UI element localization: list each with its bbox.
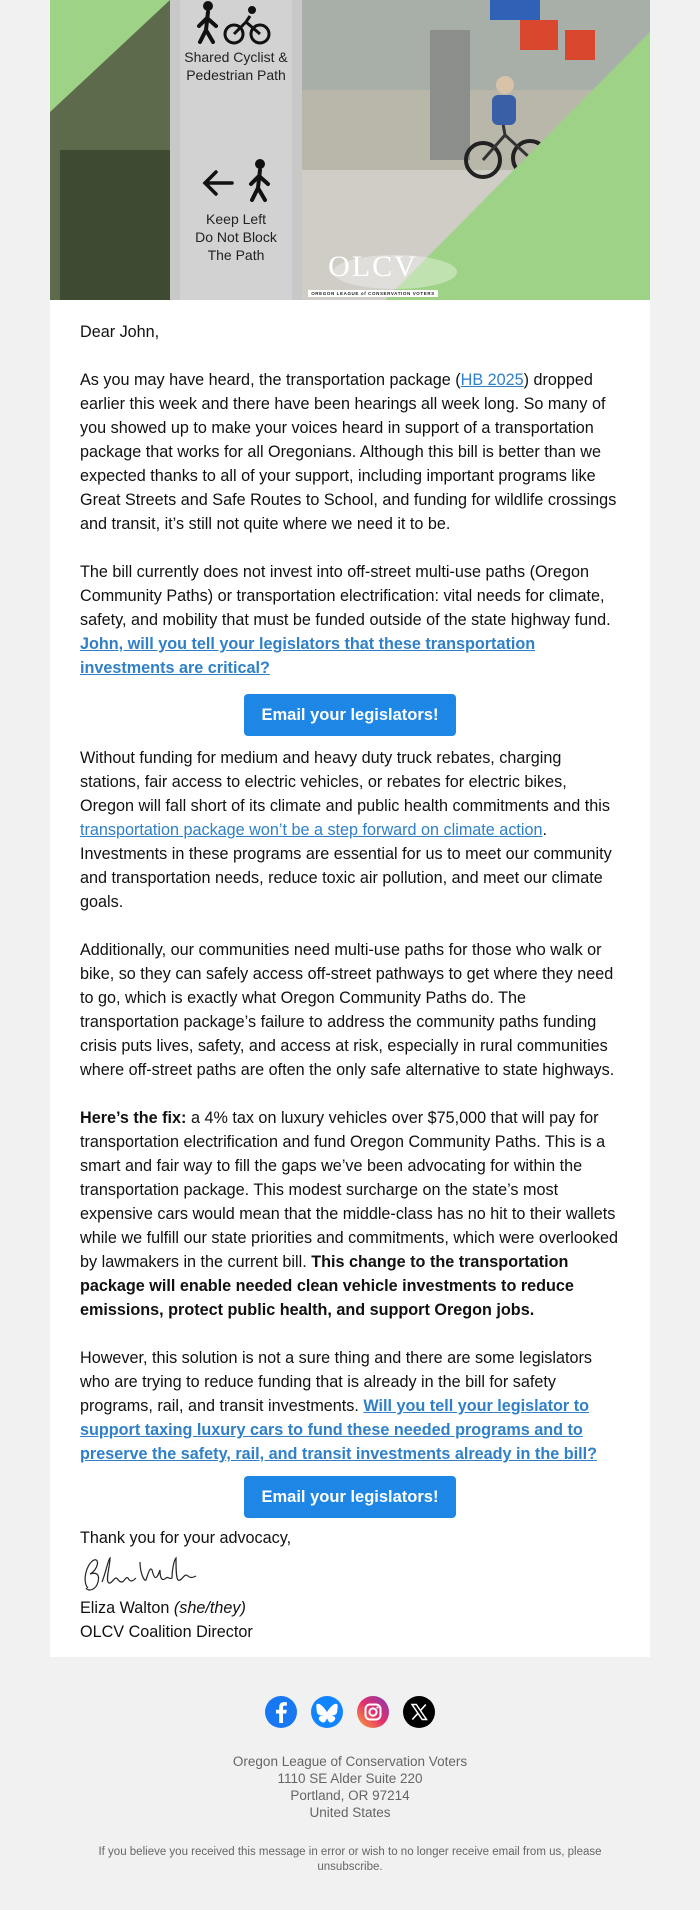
signer-title: OLCV Coalition Director — [80, 1623, 253, 1641]
olcv-logo — [288, 252, 458, 300]
button-row-1 — [80, 694, 620, 736]
sign-bottom-text: Keep Left Do Not Block The Path — [195, 211, 277, 263]
footer-address — [0, 1753, 700, 1821]
footer — [0, 1657, 700, 1875]
signature-image — [80, 1552, 620, 1596]
footer-org: Oregon League of Conservation Voters — [232, 1754, 468, 1769]
climate-action-link[interactable]: transportation package won’t be a step forward on climate action — [80, 821, 543, 839]
bluesky-icon[interactable] — [310, 1695, 344, 1729]
footer-city: Portland, OR 97214 — [290, 1788, 410, 1803]
paragraph-intro: As you may have heard, the transportation package (HB 2025) dropped earlier this week and there have been hearings all week long. So many of you showed up to make your voices heard in support of a transportation package that works for all Oregonians. Although this bill is better than we expected thanks to all of your support, including important programs like Great Streets and Safe Routes to School, and funding for wildlife crossings and transit, it’s still not quite where we need it to be. — [80, 371, 617, 533]
sign-top-text: Shared Cyclist & Pedestrian Path — [184, 49, 288, 83]
legislators-critical-link[interactable]: John, will you tell your legislators that these transportation investments are critical? — [80, 635, 536, 677]
olcv-logo-mark: OLCV — [328, 250, 418, 283]
email-card — [50, 0, 650, 1657]
paragraph-solution: However, this solution is not a sure thing and there are some legislators who are trying to reduce funding that is already in the bill for safety programs, rail, and transit investments. Will you tell your legislator to support taxing luxury cars to fund these needed programs and to preserve the safety, rail, and transit investments already in the bill? — [80, 1349, 597, 1463]
footer-country: United States — [309, 1805, 391, 1820]
button-row-2 — [80, 1476, 620, 1518]
footer-street: 1110 SE Alder Suite 220 — [277, 1771, 423, 1786]
paragraph-community-paths: Additionally, our communities need multi-use paths for those who walk or bike, so they can safely access off-street pathways to get where they need to go, which is exactly what Oregon Community Paths do. The transportation package’s failure to address the community paths funding crisis puts lives, safety, and access at risk, especially in rural communities where off-street paths are often the only safe alternative to state highways. — [80, 941, 615, 1079]
unsubscribe-link[interactable]: unsubscribe — [317, 1861, 380, 1873]
paragraph-fix: Here’s the fix: a 4% tax on luxury vehicles over $75,000 that will pay for transportation electrification and fund Oregon Community Paths. This is a smart and fair way to fill the gaps we’ve been advocating for within the transportation package. This modest surcharge on the state’s most expensive cars would mean that the middle-class has no hit to their wallets while we fulfill our state priorities and commitments, which were overlooked by lawmakers in the current bill. This change to the transportation package will enable needed clean vehicle investments to reduce emissions, protect public health, and support Oregon jobs. — [80, 1109, 619, 1319]
paragraph-funding: Without funding for medium and heavy duty truck rebates, charging stations, fair access to electric vehicles, or rebates for electric bikes, Oregon will fall short of its climate and public health commitments and this transportation package won’t be a step forward on climate action. Investments in these programs are essential for us to meet our community and transportation needs, reduce toxic air pollution, and meet our climate goals. — [80, 749, 612, 911]
x-icon[interactable] — [402, 1695, 436, 1729]
footer-disclaimer: If you believe you received this message in error or wish to no longer receive email from us, please unsubscribe. — [98, 1846, 602, 1873]
closing: Thank you for your advocacy, — [80, 1529, 292, 1547]
hero-image — [50, 0, 650, 300]
email-body — [80, 320, 620, 1644]
email-legislators-button[interactable]: Email your legislators! — [244, 694, 456, 736]
greeting: Dear John, — [80, 323, 160, 341]
email-legislators-button-2[interactable]: Email your legislators! — [244, 1476, 456, 1518]
social-links — [0, 1695, 700, 1729]
signer-line: Eliza Walton (she/they) — [80, 1599, 246, 1617]
facebook-icon[interactable] — [264, 1695, 298, 1729]
olcv-logo-tagline: OREGON LEAGUE of CONSERVATION VOTERS — [308, 290, 438, 297]
hb-2025-link[interactable]: HB 2025 — [460, 371, 524, 389]
paragraph-paths: The bill currently does not invest into off-street multi-use paths (Oregon Community Paths) or transportation electrification: vital needs for climate, safety, and mobility that must be funded outside of the state highway fund. John, will you tell your legislators that these transportation investments are critical? — [80, 563, 611, 677]
instagram-icon[interactable] — [356, 1695, 390, 1729]
support-tax-link[interactable]: Will you tell your legislator to support taxing luxury cars to fund these needed programs and to preserve the safety, rail, and transit investments already in the bill? — [80, 1397, 597, 1463]
